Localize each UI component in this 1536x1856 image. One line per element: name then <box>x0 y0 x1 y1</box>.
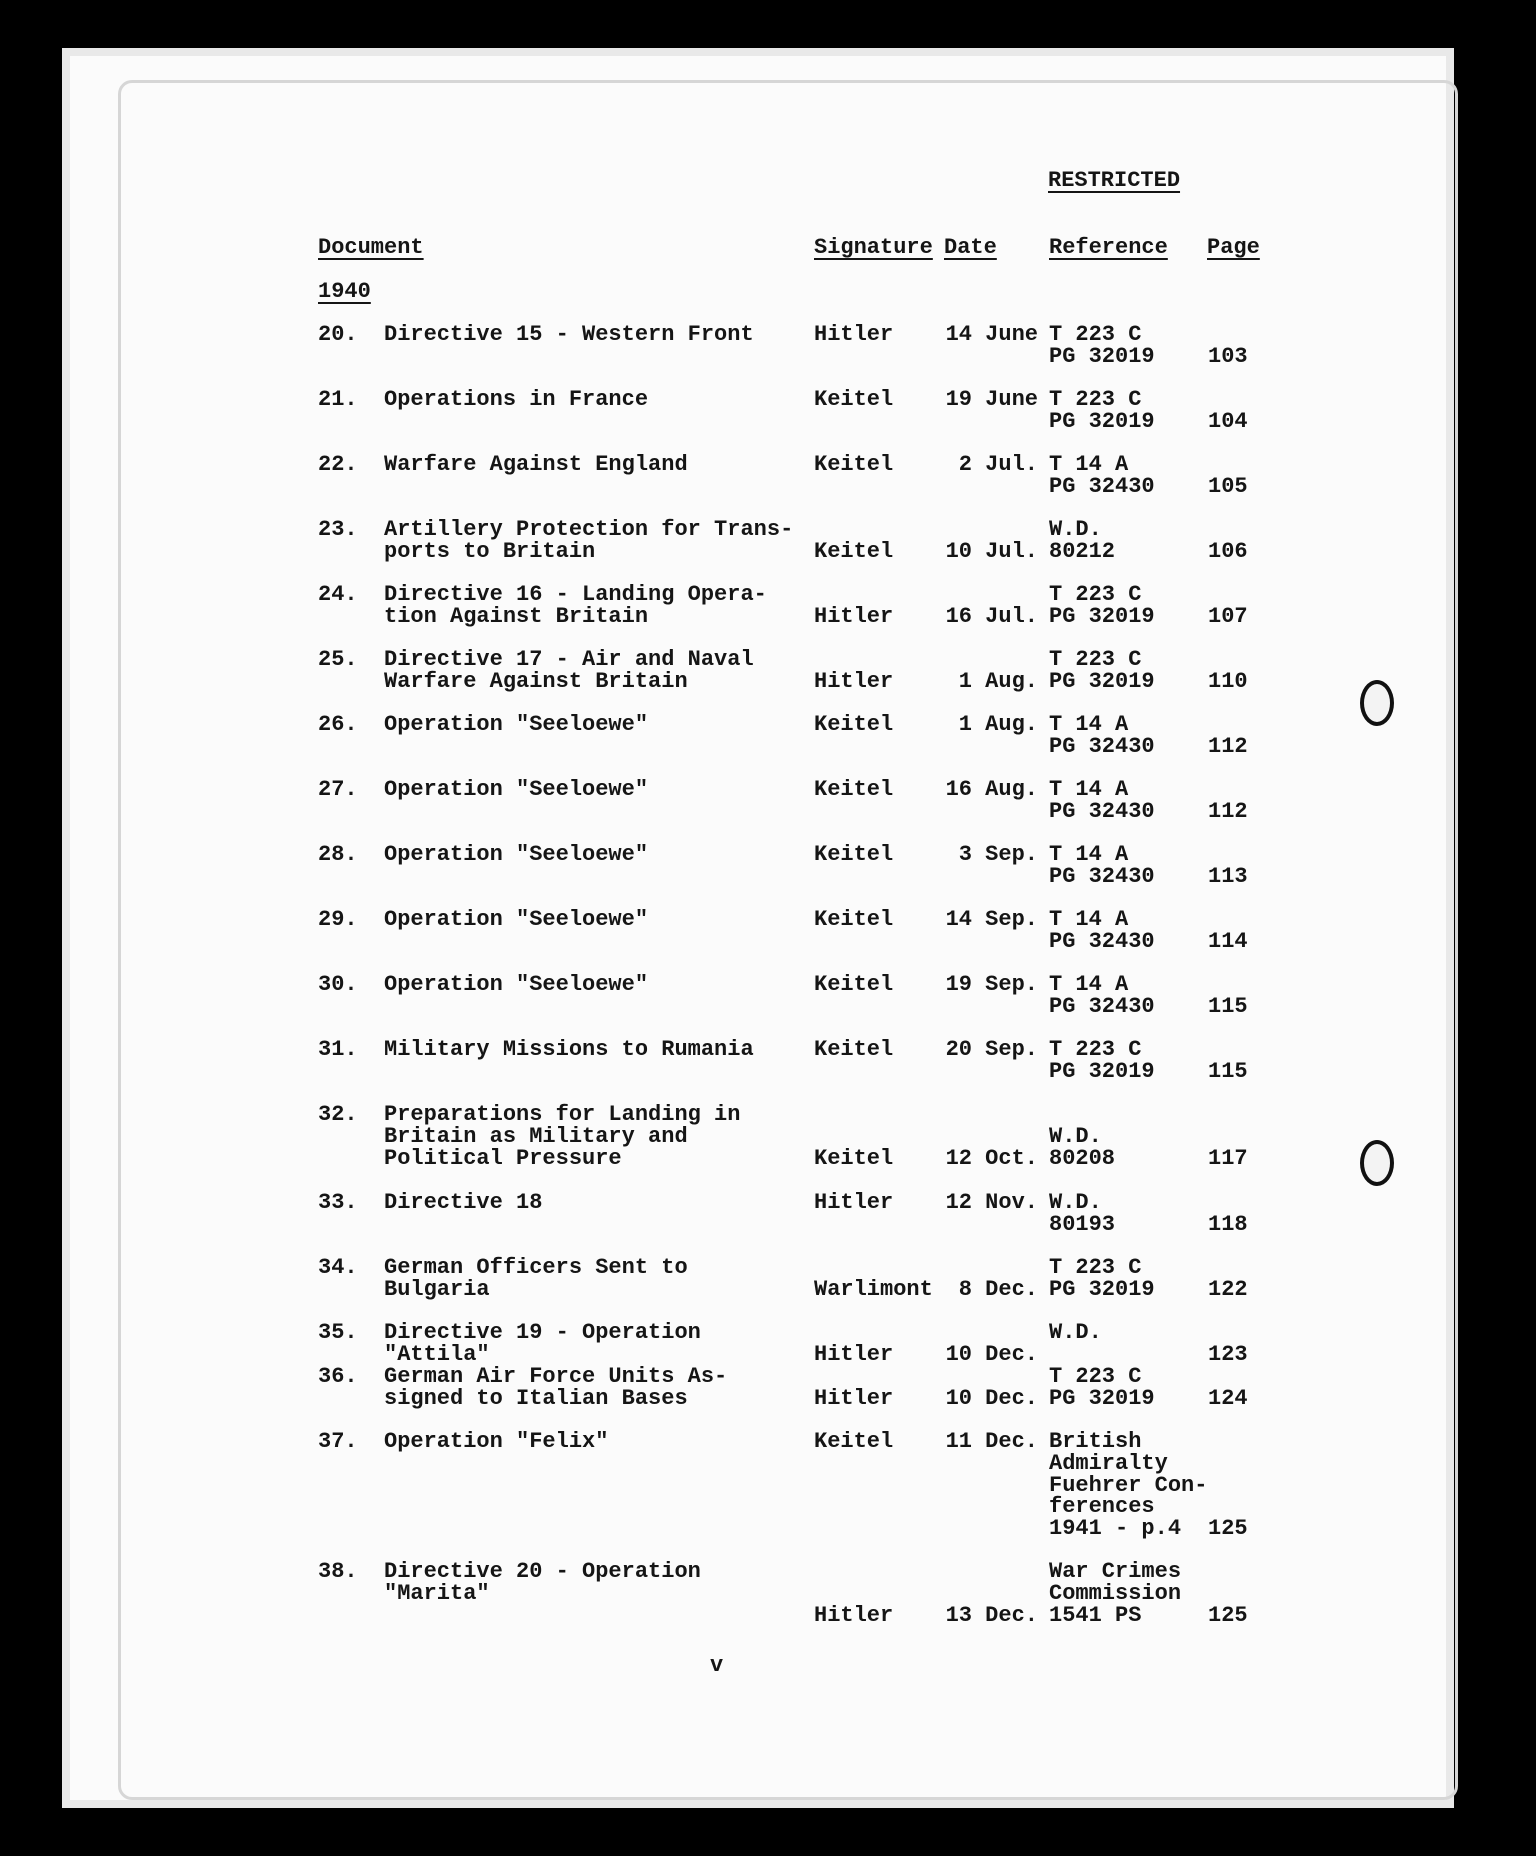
entry-signature: Keitel <box>814 1429 894 1454</box>
entry-date: 13 Dec. <box>945 1602 1038 1628</box>
entry-number: 27. <box>318 777 358 802</box>
entry-number: 21. <box>318 387 358 412</box>
entry-date: 12 Nov. <box>945 1190 1038 1215</box>
entry-title-line: German Officers Sent to <box>384 1255 688 1280</box>
entry-reference-line: T 14 A <box>1049 842 1129 867</box>
entry-date: 19 Sep. <box>945 972 1038 997</box>
entry-date: 16 Aug. <box>945 777 1038 802</box>
entry-reference-line: PG 32430 <box>1049 993 1155 1019</box>
entry-number: 29. <box>318 907 358 932</box>
entry-title-line: German Air Force Units As- <box>384 1364 728 1389</box>
entry-page: 114 <box>1208 928 1248 954</box>
entry-title-line: Directive 19 - Operation <box>384 1320 701 1345</box>
entry-signature: Keitel <box>814 972 894 997</box>
entry-reference-line: PG 32430 <box>1049 733 1155 759</box>
entry-signature: Keitel <box>814 842 894 867</box>
entry-number: 33. <box>318 1190 358 1215</box>
entry-page: 123 <box>1208 1341 1248 1367</box>
entry-number: 31. <box>318 1037 358 1062</box>
entry-page: 122 <box>1208 1276 1248 1302</box>
entry-signature: Keitel <box>814 907 894 932</box>
entry-title-line: "Attila" <box>384 1341 490 1367</box>
entry-title-line: Operation "Seeloewe" <box>384 712 649 737</box>
entry-title-line: Operation "Felix" <box>384 1429 609 1454</box>
entry-number: 35. <box>318 1320 358 1345</box>
entry-reference-line: ferences <box>1049 1494 1155 1520</box>
entry-date: 8 Dec. <box>958 1276 1038 1302</box>
entry-number: 23. <box>318 517 358 542</box>
entry-title-line: "Marita" <box>384 1580 490 1606</box>
entry-number: 34. <box>318 1255 358 1280</box>
entry-signature: Keitel <box>814 538 894 564</box>
entry-reference-line: PG 32430 <box>1049 928 1155 954</box>
entry-title-line: Warfare Against England <box>384 452 688 477</box>
entry-date: 14 June <box>945 322 1038 347</box>
entry-reference-line: 1541 PS <box>1049 1602 1142 1628</box>
entry-title-line: signed to Italian Bases <box>384 1385 688 1411</box>
entry-page: 106 <box>1208 538 1248 564</box>
entry-title-line: Warfare Against Britain <box>384 668 688 694</box>
entry-signature: Hitler <box>814 1602 894 1628</box>
entry-title-line: Operation "Seeloewe" <box>384 777 649 802</box>
entry-reference-line: 80212 <box>1049 538 1116 564</box>
entry-reference-line: T 223 C <box>1049 322 1142 347</box>
entry-reference-line: W.D. <box>1049 517 1102 542</box>
entry-title-line: Operation "Seeloewe" <box>384 972 649 997</box>
entry-title-line: Directive 18 <box>384 1190 543 1215</box>
entry-page: 117 <box>1208 1145 1248 1171</box>
entry-number: 32. <box>318 1102 358 1127</box>
entry-page: 115 <box>1208 993 1248 1019</box>
entry-page: 113 <box>1208 863 1248 889</box>
entry-title-line: Political Pressure <box>384 1145 622 1171</box>
entry-reference-line: T 223 C <box>1049 582 1142 607</box>
entry-title-line: Britain as Military and <box>384 1123 688 1149</box>
entry-title-line: Operation "Seeloewe" <box>384 907 649 932</box>
entry-date: 14 Sep. <box>945 907 1038 932</box>
entry-reference-line: 1941 - p.4 <box>1049 1516 1182 1542</box>
entry-page: 104 <box>1208 408 1248 434</box>
entry-signature: Keitel <box>814 1037 894 1062</box>
entry-date: 1 Aug. <box>958 712 1038 737</box>
entry-reference-line: PG 32430 <box>1049 863 1155 889</box>
entry-number: 24. <box>318 582 358 607</box>
header-reference: Reference <box>1049 235 1168 260</box>
entry-page: 125 <box>1208 1516 1248 1542</box>
entry-date: 3 Sep. <box>958 842 1038 867</box>
punch-hole-upper <box>1360 680 1394 726</box>
entry-signature: Keitel <box>814 1145 894 1171</box>
entry-reference-line: 80208 <box>1049 1145 1116 1171</box>
entry-signature: Warlimont <box>814 1276 933 1302</box>
entry-page: 103 <box>1208 343 1248 369</box>
entry-reference-line: T 14 A <box>1049 907 1129 932</box>
entry-reference-line: T 223 C <box>1049 1255 1142 1280</box>
entry-date: 2 Jul. <box>958 452 1038 477</box>
entry-date: 19 June <box>945 387 1038 412</box>
entry-date: 10 Dec. <box>945 1341 1038 1367</box>
entry-page: 118 <box>1208 1211 1248 1237</box>
entry-title-line: Operation "Seeloewe" <box>384 842 649 867</box>
entry-title-line: Preparations for Landing in <box>384 1102 741 1127</box>
entry-reference-line: British <box>1049 1429 1142 1454</box>
entry-reference-line: W.D. <box>1049 1123 1102 1149</box>
header-signature: Signature <box>814 235 933 260</box>
entry-reference-line: Fuehrer Con- <box>1049 1472 1208 1498</box>
entry-signature: Keitel <box>814 712 894 737</box>
entry-page: 107 <box>1208 603 1248 629</box>
entry-reference-line: PG 32019 <box>1049 408 1155 434</box>
entry-reference-line: T 14 A <box>1049 777 1129 802</box>
entry-page: 110 <box>1208 668 1248 694</box>
header-date: Date <box>944 235 997 260</box>
entry-reference-line: W.D. <box>1049 1320 1102 1345</box>
entry-number: 30. <box>318 972 358 997</box>
entry-number: 38. <box>318 1559 358 1584</box>
entry-reference-line: PG 32019 <box>1049 668 1155 694</box>
entry-date: 12 Oct. <box>945 1145 1038 1171</box>
entry-number: 28. <box>318 842 358 867</box>
classification-stamp: RESTRICTED <box>1048 168 1181 193</box>
entry-title-line: Directive 15 - Western Front <box>384 322 754 347</box>
entry-title-line: ports to Britain <box>384 538 596 564</box>
entry-signature: Keitel <box>814 452 894 477</box>
entry-number: 25. <box>318 647 358 672</box>
entry-reference-line: Commission <box>1049 1580 1182 1606</box>
entry-title-line: Artillery Protection for Trans- <box>384 517 794 542</box>
entry-reference-line: PG 32430 <box>1049 473 1155 499</box>
entry-reference-line: T 14 A <box>1049 452 1129 477</box>
entry-reference-line: T 223 C <box>1049 1364 1142 1389</box>
entry-title-line: Operations in France <box>384 387 649 412</box>
entry-signature: Keitel <box>814 387 894 412</box>
entry-signature: Keitel <box>814 777 894 802</box>
entry-reference-line: War Crimes <box>1049 1559 1182 1584</box>
entry-page: 112 <box>1208 798 1248 824</box>
entry-date: 10 Jul. <box>945 538 1038 564</box>
entry-reference-line: T 14 A <box>1049 712 1129 737</box>
entry-reference-line: PG 32019 <box>1049 1276 1155 1302</box>
entry-reference-line: PG 32019 <box>1049 1058 1155 1084</box>
entry-reference-line: PG 32019 <box>1049 1385 1155 1411</box>
entry-reference-line: PG 32019 <box>1049 603 1155 629</box>
entry-signature: Hitler <box>814 668 894 694</box>
entry-page: 124 <box>1208 1385 1248 1411</box>
entry-reference-line: T 14 A <box>1049 972 1129 997</box>
year-heading: 1940 <box>318 279 371 304</box>
entry-date: 16 Jul. <box>945 603 1038 629</box>
entry-reference-line: T 223 C <box>1049 387 1142 412</box>
entry-signature: Hitler <box>814 1190 894 1215</box>
entry-signature: Hitler <box>814 603 894 629</box>
entry-number: 26. <box>318 712 358 737</box>
entry-number: 20. <box>318 322 358 347</box>
entry-signature: Hitler <box>814 1341 894 1367</box>
entry-reference-line: Admiralty <box>1049 1450 1168 1476</box>
entry-reference-line: PG 32019 <box>1049 343 1155 369</box>
entry-number: 36. <box>318 1364 358 1389</box>
entry-title-line: Directive 16 - Landing Opera- <box>384 582 767 607</box>
entry-page: 125 <box>1208 1602 1248 1628</box>
entry-title-line: Directive 17 - Air and Naval <box>384 647 754 672</box>
entry-signature: Hitler <box>814 322 894 347</box>
entry-title-line: tion Against Britain <box>384 603 649 629</box>
entry-date: 20 Sep. <box>945 1037 1038 1062</box>
header-document: Document <box>318 235 424 260</box>
punch-hole-lower <box>1360 1140 1394 1186</box>
entry-number: 22. <box>318 452 358 477</box>
entry-page: 105 <box>1208 473 1248 499</box>
entry-page: 112 <box>1208 733 1248 759</box>
header-page: Page <box>1207 235 1260 260</box>
entry-title-line: Directive 20 - Operation <box>384 1559 701 1584</box>
entry-reference-line: W.D. <box>1049 1190 1102 1215</box>
page-number-footer: v <box>710 1653 724 1678</box>
entry-reference-line: PG 32430 <box>1049 798 1155 824</box>
entry-signature: Hitler <box>814 1385 894 1411</box>
entry-title-line: Bulgaria <box>384 1276 490 1302</box>
entry-page: 115 <box>1208 1058 1248 1084</box>
entry-reference-line: 80193 <box>1049 1211 1116 1237</box>
entry-reference-line: T 223 C <box>1049 647 1142 672</box>
entry-date: 11 Dec. <box>945 1429 1038 1454</box>
entry-number: 37. <box>318 1429 358 1454</box>
entry-date: 1 Aug. <box>958 668 1038 694</box>
document-sheet <box>62 48 1454 1808</box>
entry-date: 10 Dec. <box>945 1385 1038 1411</box>
entry-title-line: Military Missions to Rumania <box>384 1037 754 1062</box>
entry-reference-line: T 223 C <box>1049 1037 1142 1062</box>
